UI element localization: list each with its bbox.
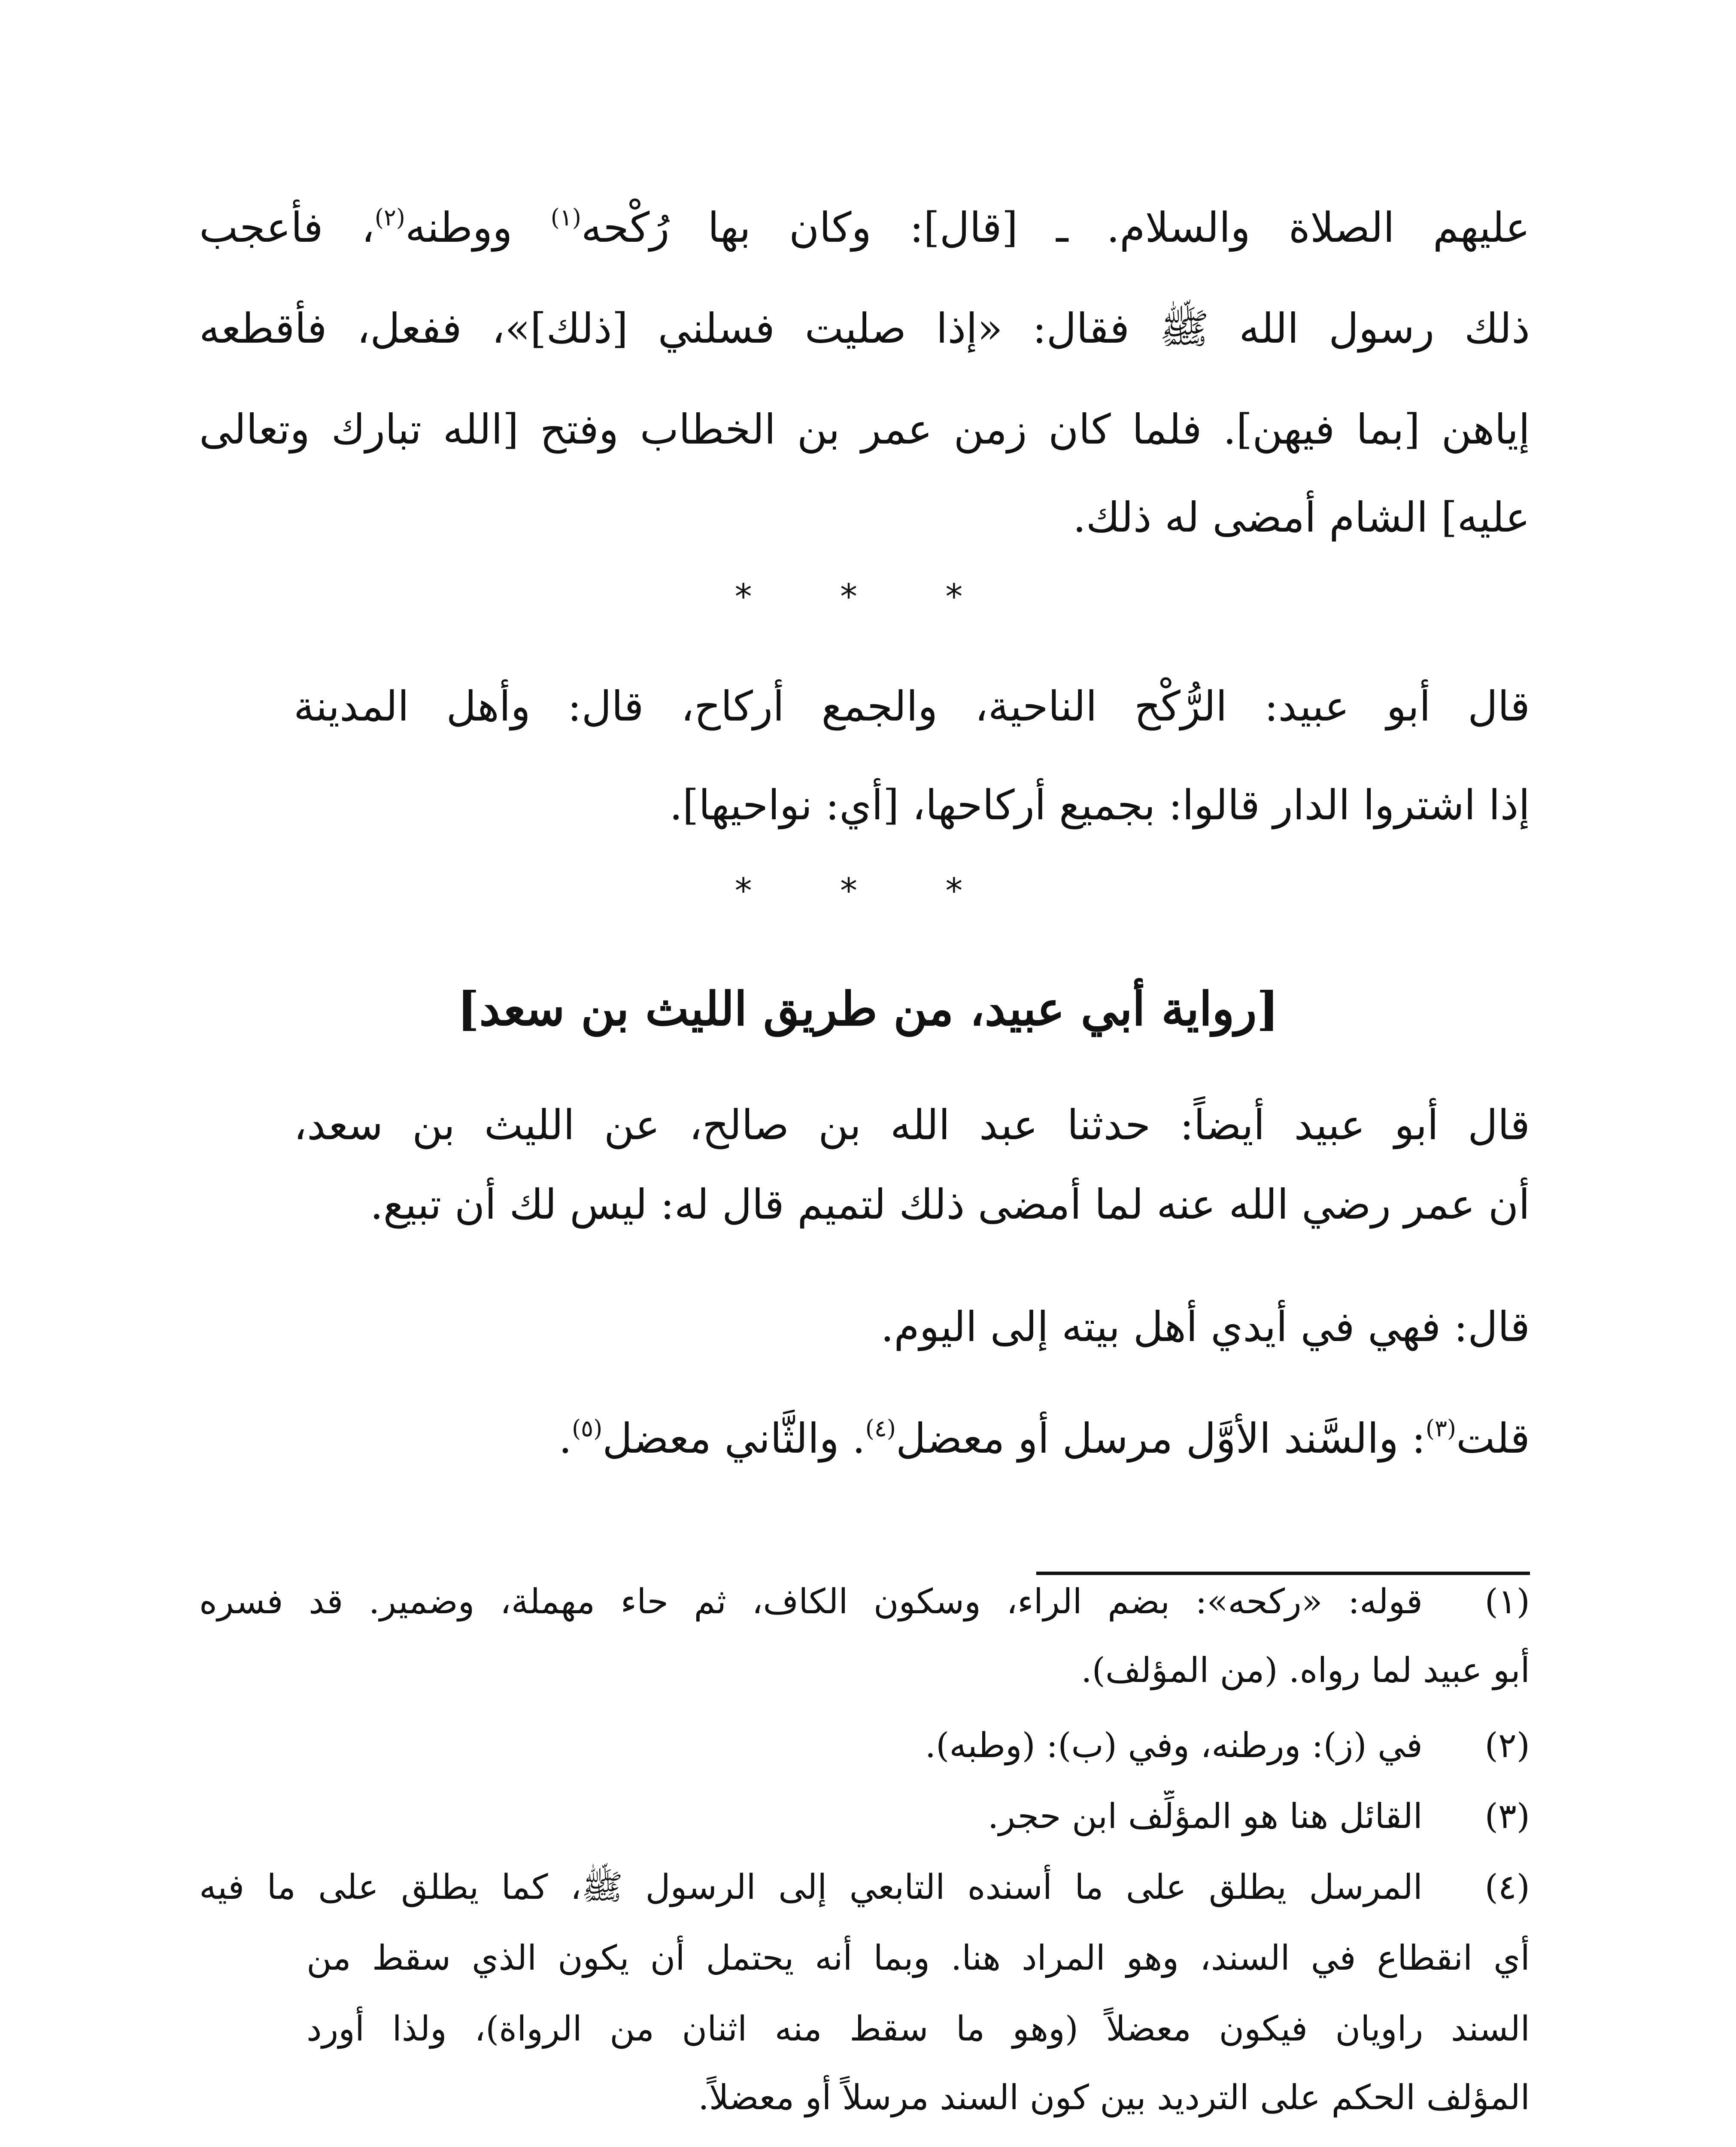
section-separator: * * * xyxy=(734,871,1002,911)
footnote-4-cont: المؤلف الحكم على الترديد بين كون السند مرسلاً أو معضلاً. xyxy=(698,2077,1530,2117)
body-line: إياهن [بما فيهن]. فلما كان زمن عمر بن الخطاب وفتح [الله تبارك وتعالى xyxy=(199,405,1530,453)
footnote-4: (٤)المرسل يطلق على ما أسنده التابعي إلى الرسول ﷺ، كما يطلق على ما فيه xyxy=(199,1861,1530,1913)
footnote-3: (٣)القائل هنا هو المؤلِّف ابن حجر. xyxy=(199,1791,1530,1842)
footnote-4-cont: السند راويان فيكون معضلاً (وهو ما سقط منه اثنان من الرواة)، ولذا أورد xyxy=(307,2009,1530,2049)
body-line: أن عمر رضي الله عنه لما أمضى ذلك لتميم قال له: ليس لك أن تبيع. xyxy=(370,1180,1530,1229)
body-line: قال أبو عبيد أيضاً: حدثنا عبد الله بن صالح، عن الليث بن سعد، xyxy=(294,1101,1530,1149)
body-line: قال: فهي في أيدي أهل بيته إلى اليوم. xyxy=(880,1303,1530,1351)
section-heading: [رواية أبي عبيد، من طريق الليث بن سعد] xyxy=(457,982,1279,1036)
footnote-ref[interactable]: (١) xyxy=(550,204,581,231)
body-line: عليه] الشام أمضى له ذلك. xyxy=(1073,493,1530,541)
body-line: عليهم الصلاة والسلام. ـ [قال]: وكان بها رُكْحه$^{(١)}$ ووطنه$^{(٢)}$، فأعجب xyxy=(199,204,1530,252)
footnote-number: (١) xyxy=(1484,1581,1530,1621)
footnote-5 xyxy=(199,2145,1530,2147)
footnote-ref[interactable]: (٤) xyxy=(865,1415,896,1442)
footnote-separator xyxy=(1036,1572,1530,1575)
section-separator: * * * xyxy=(734,577,1002,617)
footnote-number: (٢) xyxy=(1484,1725,1530,1765)
footnote-number: (٤) xyxy=(1484,1867,1530,1907)
footnote-number xyxy=(1423,2145,1530,2147)
footnote-ref[interactable]: (٢) xyxy=(374,204,405,231)
footnote-4-cont: أي انقطاع في السند، وهو المراد هنا. وبما أنه يحتمل أن يكون الذي سقط من xyxy=(307,1938,1530,1978)
body-line: قلت$^{(٣)}$: والسَّند الأوَّل مرسل أو معضل$^{(٤)}$. والثَّاني معضل$^{(٥)}$. xyxy=(558,1414,1530,1463)
footnote-2: (٢)في (ز): ورطنه، وفي (ب): (وطبه). xyxy=(199,1720,1530,1771)
body-line: قال أبو عبيد: الرُّكْح الناحية، والجمع أركاح، قال: وأهل المدينة xyxy=(294,682,1530,730)
body-line: إذا اشتروا الدار قالوا: بجميع أركاحها، [أي: نواحيها]. xyxy=(669,781,1530,829)
footnote-ref[interactable]: (٥) xyxy=(572,1415,603,1442)
footnote-1: (١)قوله: «ركحه»: بضم الراء، وسكون الكاف، ثم حاء مهملة، وضمير. قد فسره xyxy=(199,1576,1530,1627)
footnote-number: (٣) xyxy=(1484,1796,1530,1836)
footnote-1-cont: أبو عبيد لما رواه. (من المؤلف). xyxy=(1081,1650,1530,1690)
footnote-ref[interactable]: (٣) xyxy=(1425,1415,1457,1442)
body-line: ذلك رسول الله ﷺ فقال: «إذا صليت فسلني [ذلك]»، ففعل، فأقطعه xyxy=(199,304,1530,353)
